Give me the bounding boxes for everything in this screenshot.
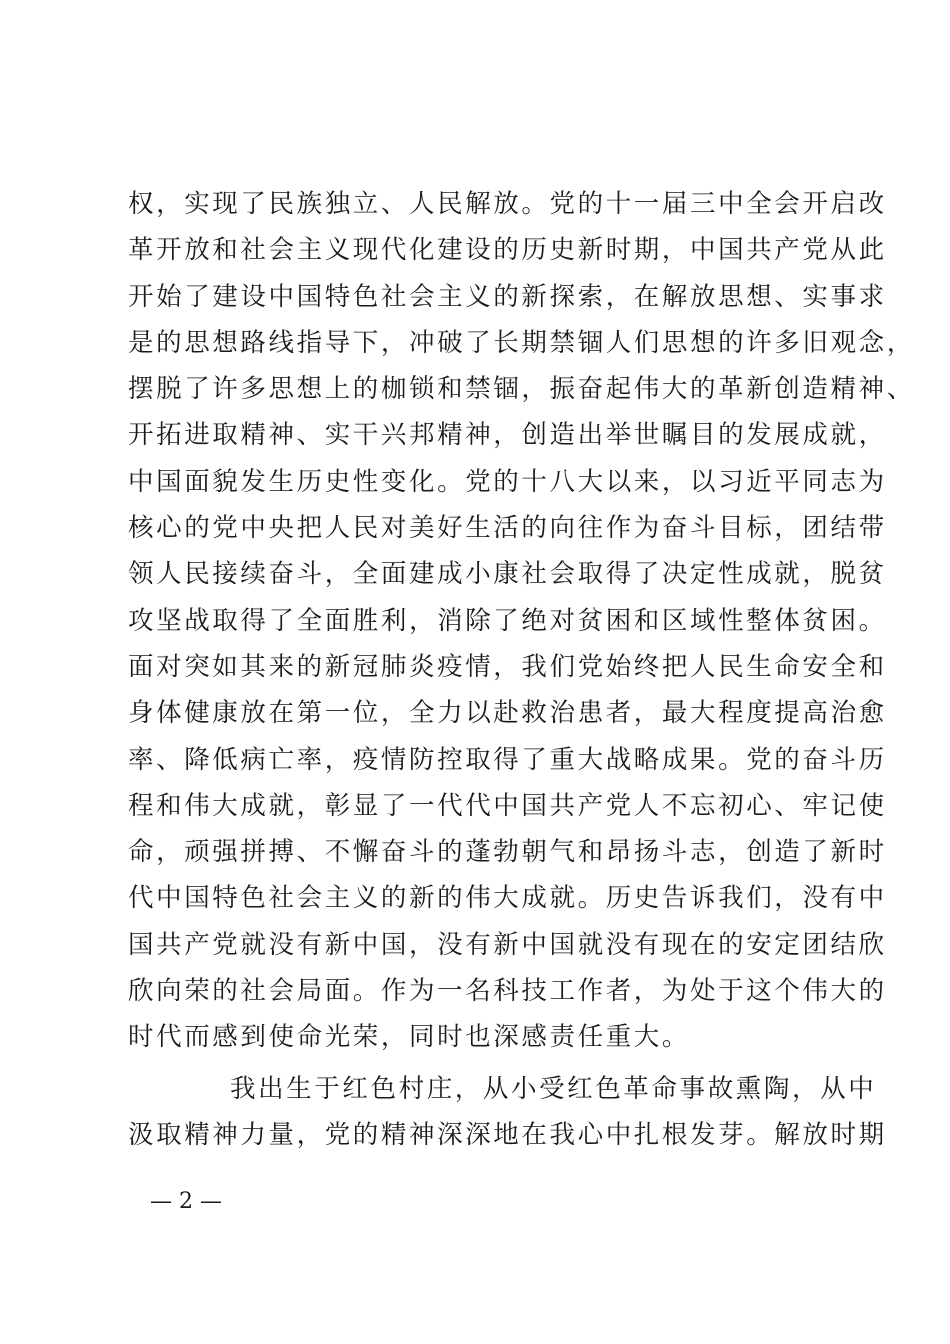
text-line: 中国面貌发生历史性变化。党的十八大以来，以习近平同志为: [128, 466, 887, 497]
text-line: 欣向荣的社会局面。作为一名科技工作者，为处于这个伟大的: [128, 976, 887, 1007]
text-line: 汲取精神力量，党的精神深深地在我心中扎根发芽。解放时期: [128, 1119, 887, 1150]
page-number: — 2 —: [150, 1189, 222, 1214]
paragraph-2: [128, 1066, 887, 1159]
text-line: 摆脱了许多思想上的枷锁和禁锢，振奋起伟大的革新创造精神、: [128, 374, 915, 405]
text-line: 开拓进取精神、实干兴邦精神，创造出举世瞩目的发展成就，: [128, 420, 887, 451]
text-line: 开始了建设中国特色社会主义的新探索，在解放思想、实事求: [128, 281, 887, 312]
paragraph-1: [128, 181, 915, 1061]
text-line: 领人民接续奋斗，全面建成小康社会取得了决定性成就，脱贫: [128, 559, 887, 590]
text-line: 权，实现了民族独立、人民解放。党的十一届三中全会开启改: [128, 189, 887, 219]
text-line: 程和伟大成就，彰显了一代代中国共产党人不忘初心、牢记使: [128, 790, 887, 821]
text-line: 面对突如其来的新冠肺炎疫情，我们党始终把人民生命安全和: [128, 651, 887, 682]
text-line: 代中国特色社会主义的新的伟大成就。历史告诉我们，没有中: [128, 883, 887, 914]
text-line: 核心的党中央把人民对美好生活的向往作为奋斗目标，团结带: [128, 513, 887, 544]
text-line: 国共产党就没有新中国，没有新中国就没有现在的安定团结欣: [128, 929, 887, 960]
text-line: 命，顽强拼搏、不懈奋斗的蓬勃朝气和昂扬斗志，创造了新时: [128, 837, 887, 868]
text-line: 时代而感到使命光荣，同时也深感责任重大。: [128, 1022, 691, 1053]
text-line: 率、降低病亡率，疫情防控取得了重大战略成果。党的奋斗历: [128, 744, 887, 775]
text-line: 身体健康放在第一位，全力以赴救治患者，最大程度提高治愈: [128, 698, 887, 729]
text-line: 攻坚战取得了全面胜利，消除了绝对贫困和区域性整体贫困。: [128, 605, 887, 636]
text-line: 革开放和社会主义现代化建设的历史新时期，中国共产党从此: [128, 235, 887, 266]
body-text: [128, 181, 915, 1158]
text-line: 我出生于红色村庄，从小受红色革命事故熏陶，从中: [230, 1073, 877, 1104]
text-line: 是的思想路线指导下，冲破了长期禁锢人们思想的许多旧观念，: [128, 327, 915, 358]
